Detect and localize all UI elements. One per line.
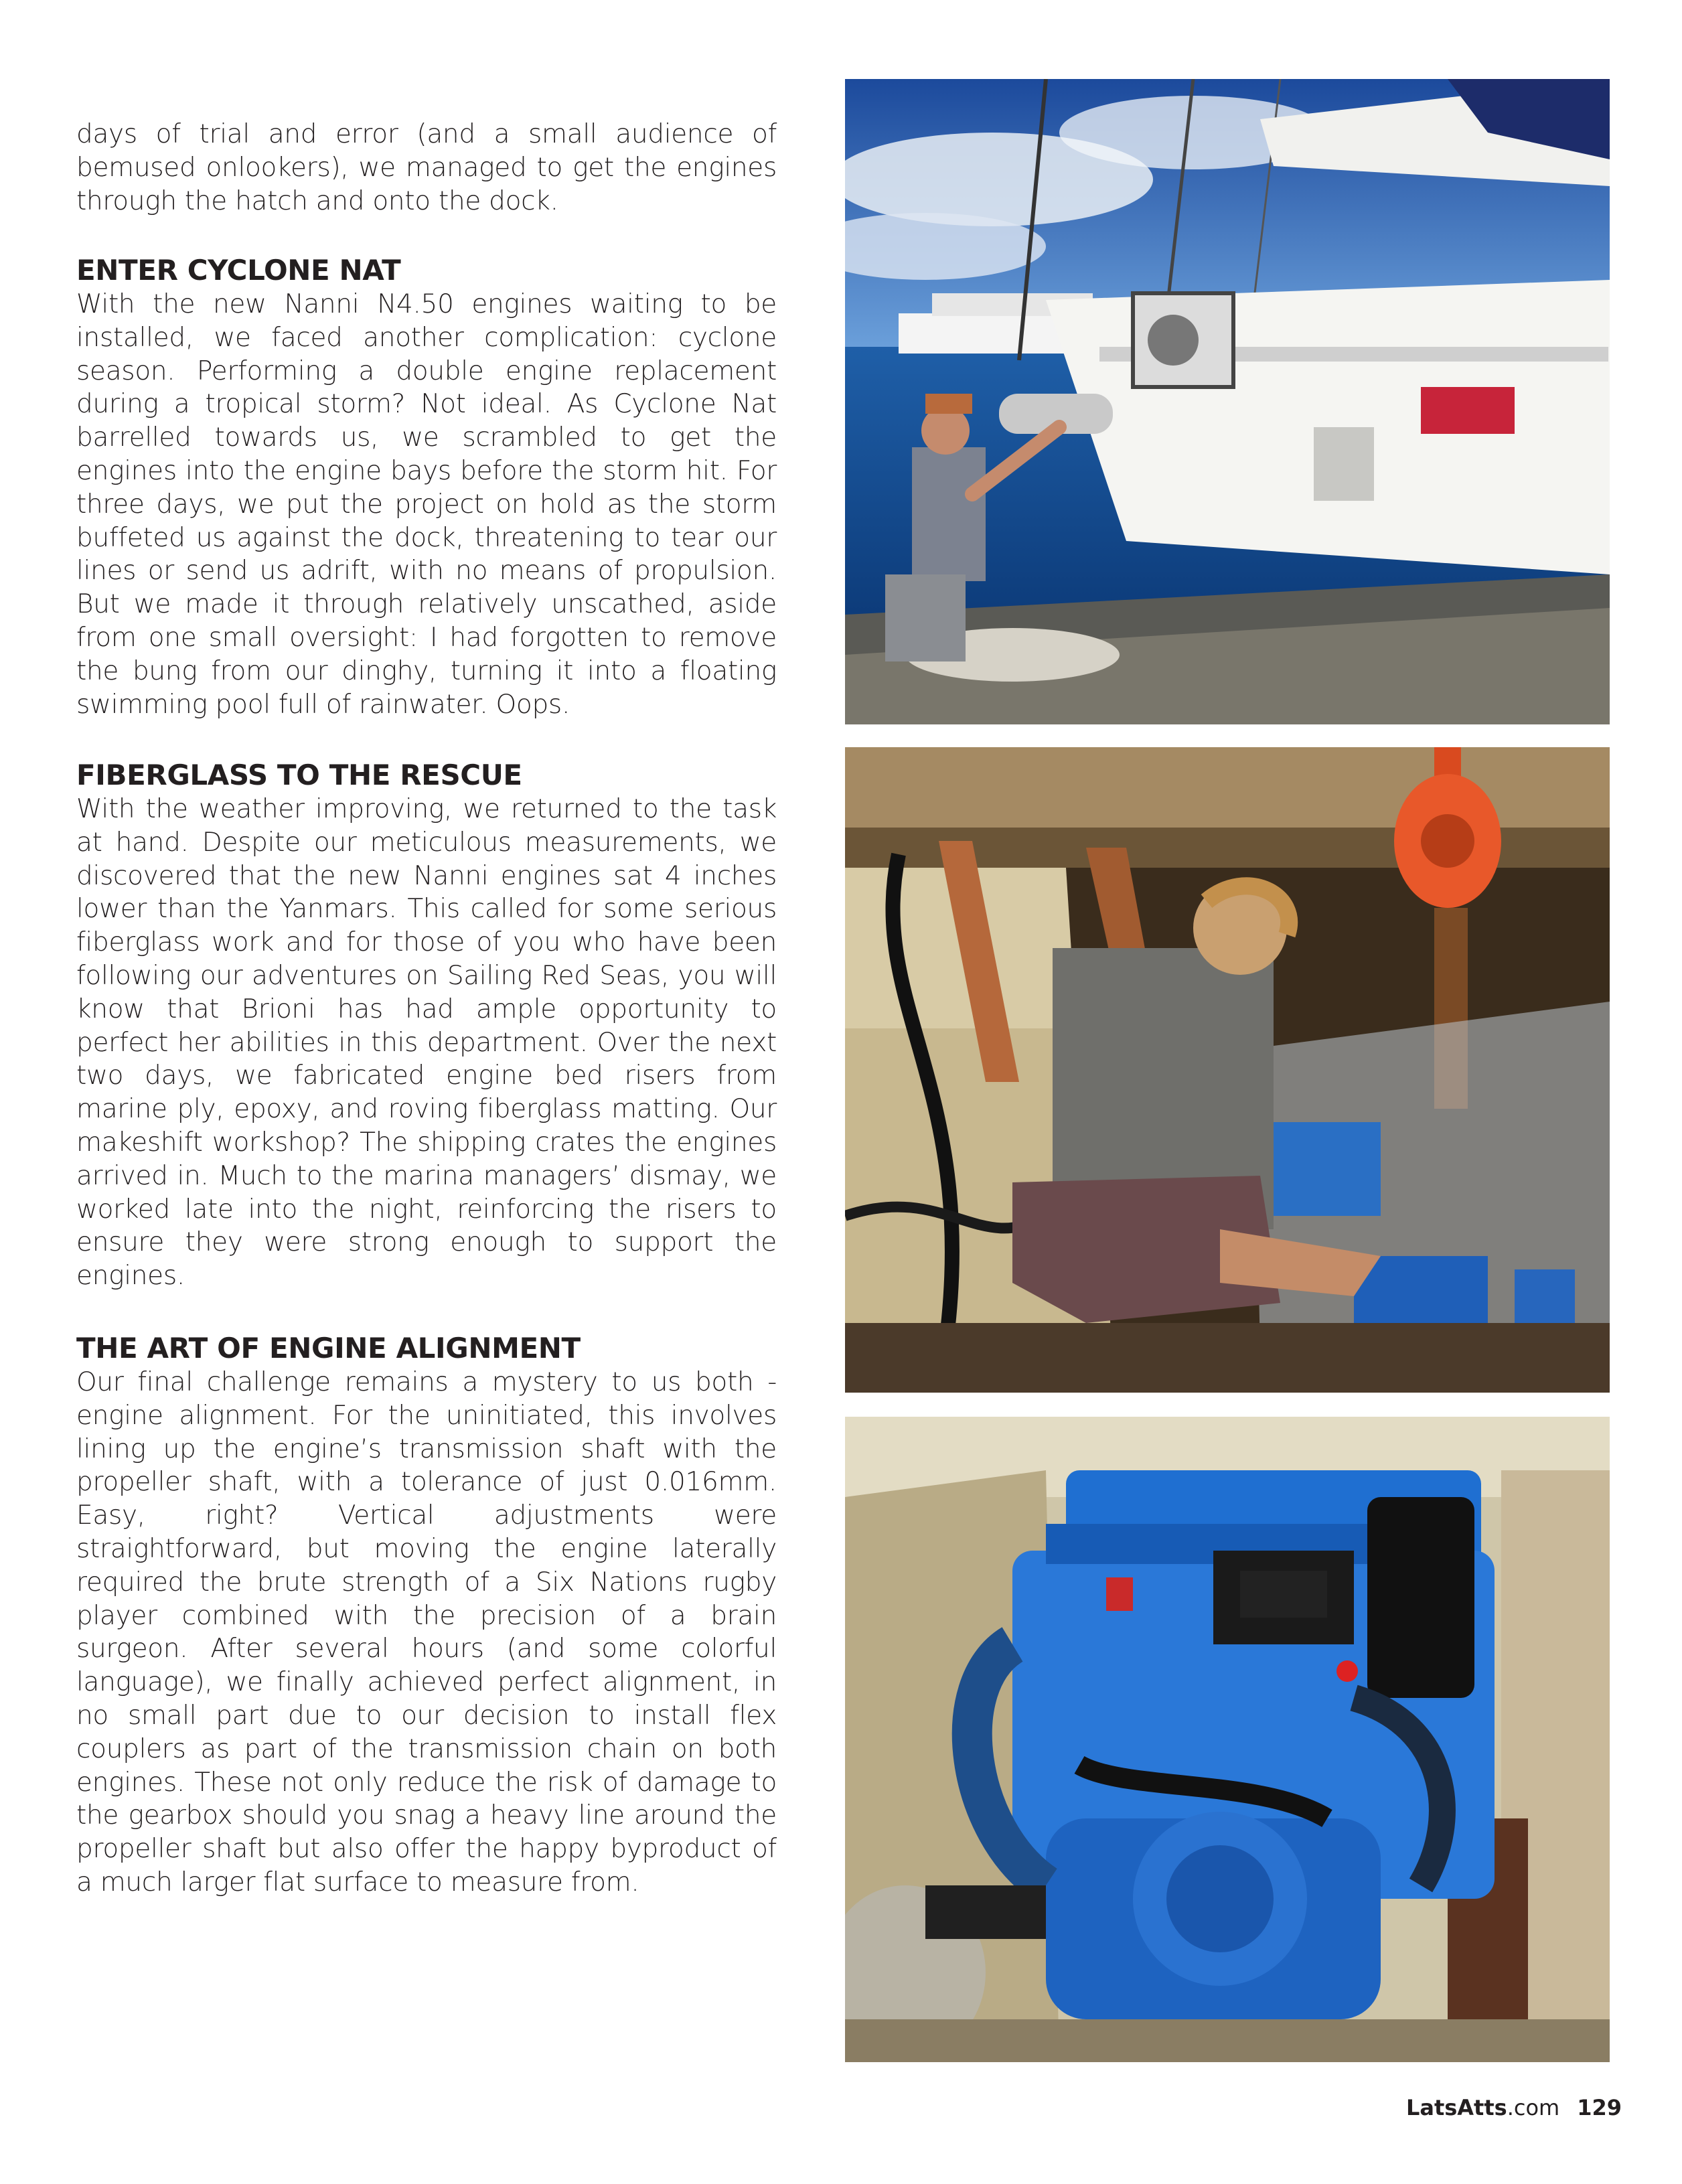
section-cyclone	[76, 253, 777, 721]
photo-installed-engine	[845, 1417, 1610, 2062]
section-body: Our final challenge remains a mystery to us both - engine alignment. For the uninitiated, this involves lining up the engine’s transmission shaft with the propeller shaft, with a tolerance of just 0.016mm. Easy, right? Vertical adjustments were straightforward, but moving the engine laterally required the brute strength of a Six Nations rugby player combined with the precision of a brain surgeon. After several hours (and some colorful language), we finally achieved perfect alignment, in no small part due to our decision to install flex couplers as part of the transmission chain on both engines. These not only reduce the risk of damage to the gearbox should you snag a heavy line around the propeller shaft but also offer the happy byproduct of a much larger flat surface to measure from.	[76, 1367, 777, 1897]
section-heading: THE ART OF ENGINE ALIGNMENT	[76, 1332, 581, 1364]
intro-block	[76, 118, 777, 218]
footer-domain: .com	[1507, 2095, 1560, 2120]
section-heading: ENTER CYCLONE NAT	[76, 254, 401, 287]
intro-paragraph: days of trial and error (and a small audience of bemused onlookers), we managed to get the engines through the hatch and onto the dock.	[76, 119, 777, 216]
section-fiberglass	[76, 758, 777, 1293]
page-number: 129	[1577, 2095, 1622, 2120]
section-body: With the weather improving, we returned to the task at hand. Despite our meticulous measurements, we discovered that the new Nanni engines sat 4 inches lower than the Yanmars. This called for some serious fiberglass work and for those of you who have been following our adventures on Sailing Red Seas, you will know that Brioni has had ample opportunity to perfect her abilities in this department. Over the next two days, we fabricated engine bed risers from marine ply, epoxy, and roving fiberglass matting. Our makeshift workshop? The shipping crates the engines arrived in. Much to the marina managers’ dismay, we worked late into the night, reinforcing the risers to ensure they were strong enough to support the engines.	[76, 794, 777, 1292]
section-body: With the new Nanni N4.50 engines waiting to be installed, we faced another complication: cyclone season. Performing a double engine replacement during a tropical storm? Not ideal. As Cyclone Nat barrelled towards us, we scrambled to get the engines into the engine bays before the storm hit. For three days, we put the project on hold as the storm buffeted us against the dock, threatening to tear our lines or send us adrift, with no means of propulsion. But we made it through relatively unscathed, aside from one small oversight: I had forgotten to remove the bung from our dinghy, turning it into a floating swimming pool full of rainwater. Oops.	[76, 289, 777, 720]
photo-catamaran-dock	[845, 79, 1610, 724]
footer-brand: LatsAtts	[1405, 2095, 1507, 2120]
page-footer	[1406, 2094, 1622, 2121]
section-alignment	[76, 1331, 777, 1899]
photo-engine-bay-work	[845, 747, 1610, 1393]
section-heading: FIBERGLASS TO THE RESCUE	[76, 759, 522, 791]
